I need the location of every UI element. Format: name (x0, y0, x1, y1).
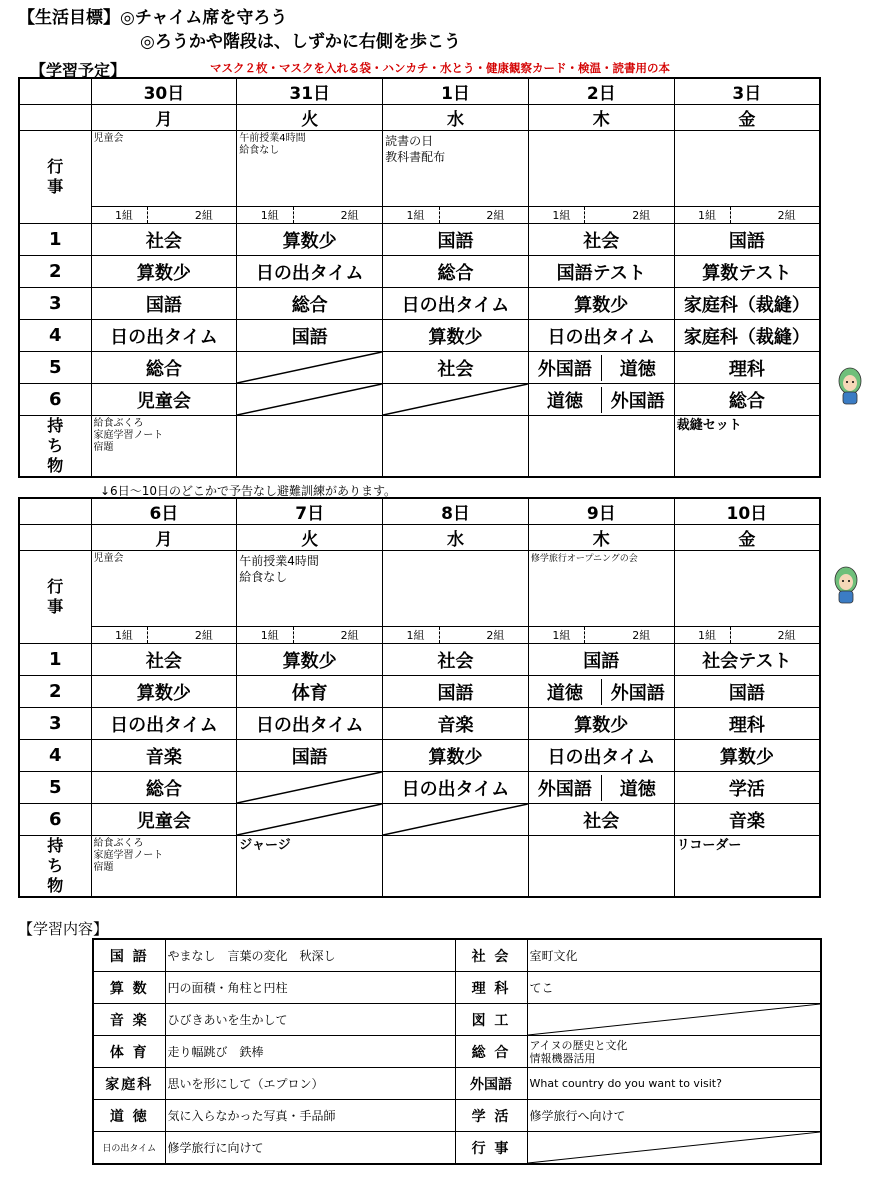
subject-content: 修学旅行に向けて (165, 1132, 455, 1165)
period-cell: 算数少 (674, 740, 820, 772)
event-cell: 児童会 (91, 551, 237, 627)
subject-content: What country do you want to visit? (527, 1068, 821, 1100)
character-illustration (836, 366, 864, 406)
day-row (19, 105, 820, 131)
period-cell: 家庭科（裁縫） (674, 288, 820, 320)
corner-cell (19, 105, 91, 131)
period-cell: 算数少 (528, 708, 674, 740)
period-cell: 社会 (91, 224, 237, 256)
empty-slash-cell (383, 384, 529, 416)
period-number: 1 (19, 644, 91, 676)
content-row (93, 1036, 821, 1068)
period-row (19, 224, 820, 256)
subject-label: 道 徳 (93, 1100, 165, 1132)
period-row (19, 352, 820, 384)
empty-slash-cell (237, 384, 383, 416)
period-cell: 国語 (91, 288, 237, 320)
period-number: 4 (19, 320, 91, 352)
period-cell: 社会 (91, 644, 237, 676)
corner-cell (19, 78, 91, 105)
subject-label: 理 科 (455, 972, 527, 1004)
period-cell: 日の出タイム (91, 320, 237, 352)
schedule-label: 【学習予定】 (30, 61, 127, 80)
event-cell: 午前授業4時間 給食なし (237, 131, 383, 207)
date-cell: 30日 (91, 78, 237, 105)
subject-label: 日の出タイム (93, 1132, 165, 1165)
content-row (93, 972, 821, 1004)
subject-content: アイヌの歴史と文化 情報機器活用 (527, 1036, 821, 1068)
empty-slash-cell (237, 804, 383, 836)
period-cell: 児童会 (91, 384, 237, 416)
day-cell: 金 (674, 525, 820, 551)
day-row (19, 525, 820, 551)
items-label: 持 ち 物 (19, 416, 91, 478)
period-cell: 音楽 (383, 708, 529, 740)
period-cell: 国語 (674, 676, 820, 708)
subject-label: 総 合 (455, 1036, 527, 1068)
subject-label: 学 活 (455, 1100, 527, 1132)
split-period-cell: 外国語 道徳 (528, 772, 674, 804)
items-cell (528, 836, 674, 898)
period-cell: 社会 (383, 644, 529, 676)
period-cell: 国語 (237, 740, 383, 772)
period-cell: 算数少 (383, 320, 529, 352)
subject-label: 音 楽 (93, 1004, 165, 1036)
period-number: 6 (19, 804, 91, 836)
content-row (93, 1004, 821, 1036)
event-cell: 読書の日 教科書配布 (383, 131, 529, 207)
period-row (19, 644, 820, 676)
subject-content: 思いを形にして（エプロン） (165, 1068, 455, 1100)
subject-label: 国 語 (93, 939, 165, 972)
items-cell (528, 416, 674, 478)
day-cell: 金 (674, 105, 820, 131)
date-cell: 2日 (528, 78, 674, 105)
week1-schedule (18, 77, 821, 478)
event-cell: 修学旅行オープニングの会 (528, 551, 674, 627)
subject-label: 体 育 (93, 1036, 165, 1068)
subject-content: ひびきあいを生かして (165, 1004, 455, 1036)
content-row (93, 1068, 821, 1100)
day-cell: 火 (237, 105, 383, 131)
empty-slash-cell (237, 352, 383, 384)
event-cell: 児童会 (91, 131, 237, 207)
period-cell: 理科 (674, 352, 820, 384)
period-cell: 体育 (237, 676, 383, 708)
event-cell: 午前授業4時間 給食なし (237, 551, 383, 627)
period-cell: 理科 (674, 708, 820, 740)
period-cell: 日の出タイム (383, 772, 529, 804)
period-cell: 総合 (383, 256, 529, 288)
goals-label: 【生活目標】 (18, 8, 120, 28)
items-cell: リコーダー (674, 836, 820, 898)
class-row: 1組 2組 1組 2組 1組 2組 1組 2組 1組 2組 (19, 207, 820, 224)
subject-content: 修学旅行へ向けて (527, 1100, 821, 1132)
period-cell: 国語 (528, 644, 674, 676)
empty-slash-cell (383, 804, 529, 836)
subject-label: 家庭科 (93, 1068, 165, 1100)
date-cell: 10日 (674, 498, 820, 525)
period-number: 5 (19, 772, 91, 804)
drill-notice: ↓6日～10日のどこかで予告なし避難訓練があります。 (100, 484, 397, 498)
period-cell: 学活 (674, 772, 820, 804)
period-cell: 社会 (528, 804, 674, 836)
character-illustration (832, 565, 860, 605)
learning-content-table (92, 938, 822, 1165)
subject-content: 室町文化 (527, 939, 821, 972)
subject-content: てこ (527, 972, 821, 1004)
period-cell: 国語 (383, 676, 529, 708)
period-cell: 日の出タイム (237, 256, 383, 288)
day-cell: 火 (237, 525, 383, 551)
period-cell: 国語テスト (528, 256, 674, 288)
event-cell (528, 131, 674, 207)
empty-slash-cell (527, 1132, 821, 1165)
period-cell: 家庭科（裁縫） (674, 320, 820, 352)
period-number: 2 (19, 256, 91, 288)
date-row (19, 498, 820, 525)
character-icon (836, 366, 864, 406)
period-cell: 算数少 (528, 288, 674, 320)
period-row (19, 256, 820, 288)
day-cell: 水 (383, 105, 529, 131)
items-cell (237, 416, 383, 478)
period-cell: 日の出タイム (237, 708, 383, 740)
period-cell: 社会 (383, 352, 529, 384)
subject-label: 算 数 (93, 972, 165, 1004)
period-number: 3 (19, 708, 91, 740)
date-cell: 6日 (91, 498, 237, 525)
goal-1: ◎チャイム席を守ろう (120, 8, 288, 28)
period-cell: 算数少 (91, 676, 237, 708)
period-cell: 算数少 (237, 644, 383, 676)
subject-content: 気に入らなかった写真・手品師 (165, 1100, 455, 1132)
period-cell: 総合 (237, 288, 383, 320)
goal-2: ◎ろうかや階段は、しずかに右側を歩こう (140, 32, 461, 52)
content-row (93, 1100, 821, 1132)
period-number: 5 (19, 352, 91, 384)
period-row (19, 288, 820, 320)
period-cell: 日の出タイム (91, 708, 237, 740)
subject-content: 走り幅跳び 鉄棒 (165, 1036, 455, 1068)
items-cell (383, 836, 529, 898)
date-cell: 3日 (674, 78, 820, 105)
period-cell: 算数少 (383, 740, 529, 772)
period-number: 3 (19, 288, 91, 320)
subject-label: 図 工 (455, 1004, 527, 1036)
class-row: 1組 2組 1組 2組 1組 2組 1組 2組 1組 2組 (19, 627, 820, 644)
period-cell: 日の出タイム (528, 740, 674, 772)
date-row (19, 78, 820, 105)
date-cell: 7日 (237, 498, 383, 525)
content-label: 【学習内容】 (18, 920, 109, 938)
period-cell: 国語 (237, 320, 383, 352)
subject-label: 外国語 (455, 1068, 527, 1100)
items-cell (383, 416, 529, 478)
day-cell: 月 (91, 105, 237, 131)
day-cell: 月 (91, 525, 237, 551)
period-number: 4 (19, 740, 91, 772)
date-cell: 9日 (528, 498, 674, 525)
date-cell: 1日 (383, 78, 529, 105)
period-cell: 社会 (528, 224, 674, 256)
period-cell: 算数少 (237, 224, 383, 256)
event-label: 行 事 (19, 551, 91, 644)
period-cell: 社会テスト (674, 644, 820, 676)
period-row (19, 740, 820, 772)
corner-cell (19, 525, 91, 551)
empty-slash-cell (237, 772, 383, 804)
period-row (19, 676, 820, 708)
period-cell: 総合 (91, 772, 237, 804)
event-cell (383, 551, 529, 627)
content-row (93, 1132, 821, 1165)
period-cell: 日の出タイム (528, 320, 674, 352)
day-cell: 木 (528, 105, 674, 131)
items-cell: 給食ぶくろ 家庭学習ノート 宿題 (91, 836, 237, 898)
period-cell: 算数テスト (674, 256, 820, 288)
period-number: 1 (19, 224, 91, 256)
items-label: 持 ち 物 (19, 836, 91, 898)
subject-label: 行 事 (455, 1132, 527, 1165)
period-row (19, 708, 820, 740)
items-cell: 裁縫セット (674, 416, 820, 478)
period-cell: 音楽 (674, 804, 820, 836)
date-cell: 31日 (237, 78, 383, 105)
subject-content: やまなし 言葉の変化 秋深し (165, 939, 455, 972)
subject-content: 円の面積・角柱と円柱 (165, 972, 455, 1004)
empty-slash-cell (527, 1004, 821, 1036)
period-row (19, 384, 820, 416)
period-cell: 総合 (91, 352, 237, 384)
week2-schedule (18, 497, 821, 898)
period-cell: 音楽 (91, 740, 237, 772)
event-cell (674, 131, 820, 207)
content-row (93, 939, 821, 972)
corner-cell (19, 498, 91, 525)
subject-label: 社 会 (455, 939, 527, 972)
split-period-cell: 道徳 外国語 (528, 676, 674, 708)
event-label: 行 事 (19, 131, 91, 224)
life-goals (18, 6, 461, 54)
period-row (19, 320, 820, 352)
period-cell: 日の出タイム (383, 288, 529, 320)
period-cell: 総合 (674, 384, 820, 416)
date-cell: 8日 (383, 498, 529, 525)
day-cell: 木 (528, 525, 674, 551)
period-cell: 国語 (383, 224, 529, 256)
items-note: マスク２枚・マスクを入れる袋・ハンカチ・水とう・健康観察カード・検温・読書用の本 (210, 61, 670, 75)
period-cell: 算数少 (91, 256, 237, 288)
day-cell: 水 (383, 525, 529, 551)
period-number: 6 (19, 384, 91, 416)
split-period-cell: 外国語 道徳 (528, 352, 674, 384)
split-period-cell: 道徳 外国語 (528, 384, 674, 416)
period-row (19, 804, 820, 836)
period-row (19, 772, 820, 804)
items-cell: 給食ぶくろ 家庭学習ノート 宿題 (91, 416, 237, 478)
items-cell: ジャージ (237, 836, 383, 898)
character-icon (832, 565, 860, 605)
period-number: 2 (19, 676, 91, 708)
period-cell: 児童会 (91, 804, 237, 836)
period-cell: 国語 (674, 224, 820, 256)
event-cell (674, 551, 820, 627)
